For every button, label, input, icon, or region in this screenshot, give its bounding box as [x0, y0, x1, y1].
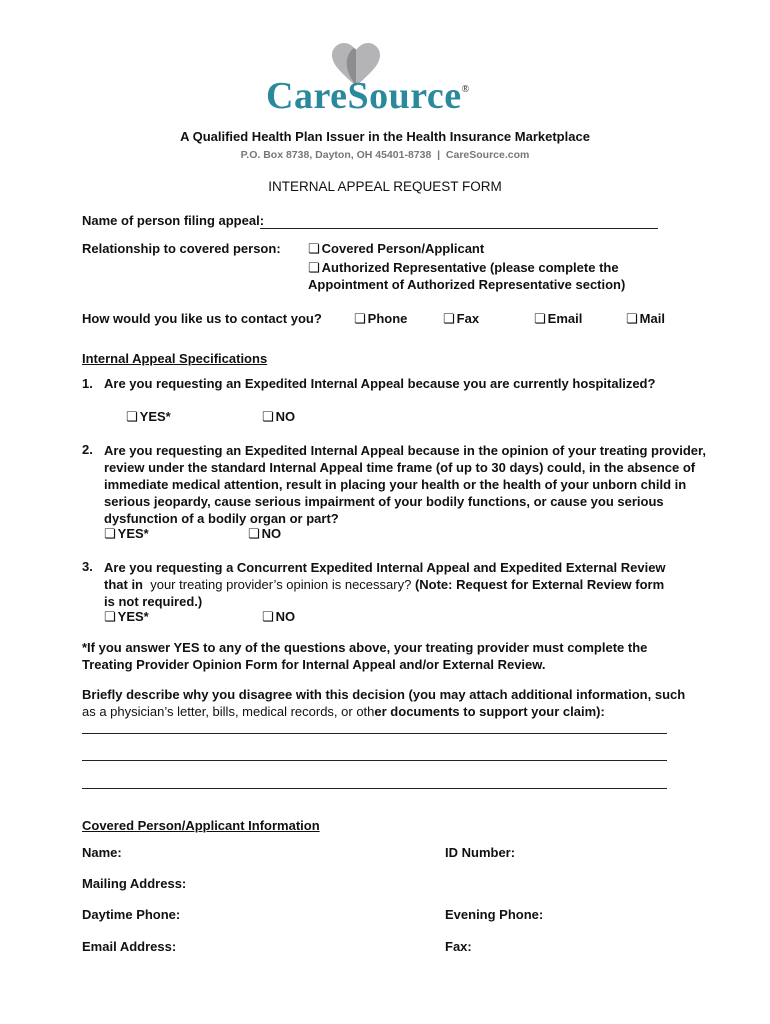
q1-no-checkbox[interactable]: ❏ NO: [262, 409, 295, 425]
registered-mark: ®: [461, 84, 470, 95]
q2-line: review under the standard Internal Appeal time frame (of up to 30 days) could, in the absence of: [104, 460, 696, 475]
checkbox-authorized-representative[interactable]: ❏ Authorized Representative (please complete the: [308, 260, 619, 276]
q3-line: is not required.): [104, 594, 203, 609]
logo-text: [266, 74, 470, 118]
name-label: Name:: [82, 845, 122, 860]
q3-no-checkbox[interactable]: ❏ NO: [262, 609, 295, 625]
q3-text: [104, 559, 666, 610]
name-filing-field[interactable]: [260, 228, 658, 229]
logo: [262, 42, 512, 122]
q2-line: dysfunction of a bodily organ or part?: [104, 511, 339, 526]
q2-text: [104, 442, 706, 527]
q3-line: Are you requesting a Concurrent Expedited Internal Appeal and Expedited External Review: [104, 560, 666, 575]
daytime-phone-label: Daytime Phone:: [82, 907, 181, 922]
mailing-address-label: Mailing Address:: [82, 876, 187, 891]
note-line: *If you answer YES to any of the questions above, your treating provider must complete the: [82, 640, 648, 655]
describe-line-field[interactable]: [82, 788, 667, 789]
describe-line2-a: as a physician’s letter, bills, medical records, or oth: [82, 704, 375, 719]
q2-line: serious jeopardy, cause serious impairment of your bodily functions, or cause you serious: [104, 494, 664, 509]
q1-text: Are you requesting an Expedited Internal Appeal because you are currently hospitalized?: [104, 376, 656, 391]
q3-number: 3.: [82, 559, 93, 574]
q3-line2-c: (Note: Request for External Review form: [411, 577, 665, 592]
email-address-label: Email Address:: [82, 939, 177, 954]
describe-line-field[interactable]: [82, 760, 667, 761]
q3-line: [104, 576, 666, 593]
describe-line-field[interactable]: [82, 733, 667, 734]
relationship-label: Relationship to covered person:: [82, 241, 281, 256]
q3-yes-checkbox[interactable]: ❏ YES*: [104, 609, 149, 625]
checkbox-covered-person[interactable]: ❏ Covered Person/Applicant: [308, 241, 484, 257]
q2-yes-checkbox[interactable]: ❏ YES*: [104, 526, 149, 542]
q3-line2-b: your treating provider’s opinion is necessary?: [143, 577, 412, 592]
checkbox-phone[interactable]: ❏ Phone: [354, 311, 407, 327]
fax-label: Fax:: [445, 939, 472, 954]
name-filing-label: Name of person filing appeal:: [82, 213, 265, 228]
specs-heading: Internal Appeal Specifications: [82, 351, 268, 366]
q2-no-checkbox[interactable]: ❏ NO: [248, 526, 281, 542]
checkbox-fax[interactable]: ❏ Fax: [443, 311, 479, 327]
tagline: A Qualified Health Plan Issuer in the Health Insurance Marketplace: [180, 129, 590, 144]
address: P.O. Box 8738, Dayton, OH 45401-8738 | CareSource.com: [240, 149, 530, 161]
describe-line: [82, 703, 685, 720]
q1-yes-checkbox[interactable]: ❏ YES*: [126, 409, 171, 425]
q2-line: immediate medical attention, result in placing your health or the health of your unborn child in: [104, 477, 687, 492]
authorized-representative-cont: Appointment of Authorized Representative section): [308, 277, 626, 292]
q2-line: Are you requesting an Expedited Internal Appeal because in the opinion of your treating provider,: [104, 443, 706, 458]
checkbox-mail[interactable]: ❏ Mail: [626, 311, 665, 327]
q2-number: 2.: [82, 442, 93, 457]
contact-label: How would you like us to contact you?: [82, 311, 322, 326]
id-number-label: ID Number:: [445, 845, 516, 860]
yes-note: [82, 639, 647, 673]
evening-phone-label: Evening Phone:: [445, 907, 544, 922]
q1-number: 1.: [82, 376, 93, 391]
covered-heading: Covered Person/Applicant Information: [82, 818, 320, 833]
q3-line2-a: that in: [104, 577, 143, 592]
logo-wordmark: CareSource: [266, 75, 462, 117]
form-title: INTERNAL APPEAL REQUEST FORM: [268, 179, 502, 194]
describe-line2-b: er documents to support your claim):: [374, 704, 605, 719]
describe-instructions: [82, 686, 685, 720]
describe-line: Briefly describe why you disagree with this decision (you may attach additional information, such: [82, 687, 686, 702]
checkbox-email[interactable]: ❏ Email: [534, 311, 582, 327]
note-line: Treating Provider Opinion Form for Internal Appeal and/or External Review.: [82, 657, 546, 672]
